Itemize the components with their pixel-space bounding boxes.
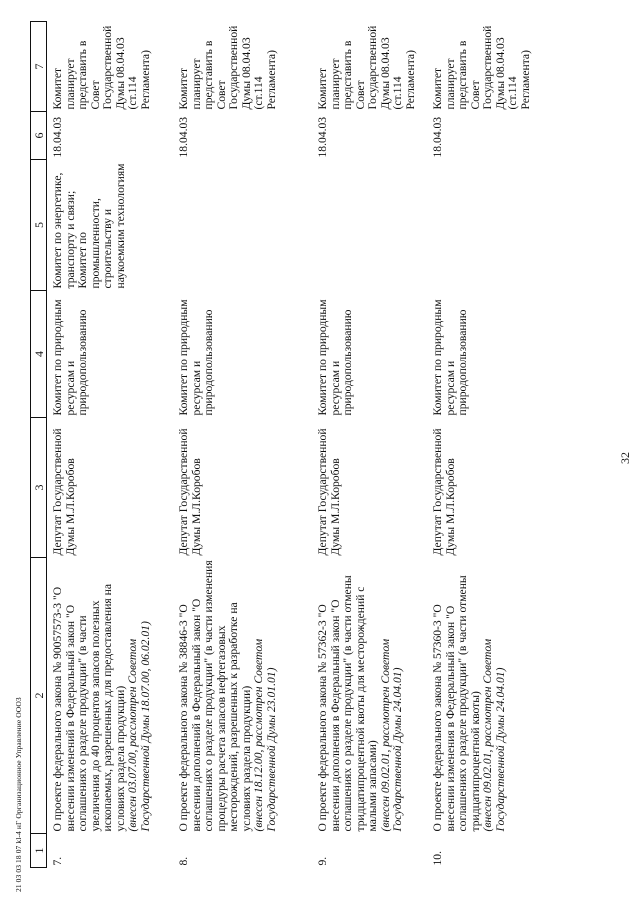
bill-description [314, 558, 429, 834]
initiator: Депутат Государственной Думы М.Л.Коробов [431, 428, 457, 556]
bill-note: (внесен 03.07.00, рассмотрен Советом Государственной Думы 18.07.00, 06.02.01) [126, 621, 152, 832]
bill-description [47, 558, 176, 834]
column-header: 7 [31, 22, 47, 112]
co-committee: Комитет по энергетике, транспорту и связи; Комитет по промышленности, строительству и наукоемким технологиям [51, 163, 127, 289]
bill-text: "О внесении изменений в Федеральный закон "О соглашениях о разделе продукции" (в части увеличения до 40 процентов запасов полезных ископаемых, разрешенных для предоставления на условиях раздела продукции) [51, 584, 127, 832]
plan: Комитет планирует представить в Совет Государственной Думы 08.04.03 (ст.114 Регламента) [431, 25, 532, 110]
row-number: 8. [177, 856, 190, 866]
responsible-committee: Комитет по природным ресурсам и природопользованию [431, 299, 469, 416]
date: 18.04.03 [431, 116, 444, 158]
bill-note: (внесен 18.12.00, рассмотрен Советом Государственной Думы 23.01.01) [252, 638, 278, 832]
bill-title: О проекте федерального закона № 90057573-3 [51, 602, 64, 832]
co-committee [175, 160, 314, 291]
table-row [314, 22, 429, 868]
column-header: 3 [31, 418, 47, 558]
date: 18.04.03 [316, 116, 329, 158]
initiator: Депутат Государственной Думы М.Л.Коробов [316, 428, 342, 556]
bill-title: О проекте федерального закона № 57362-3 [316, 620, 329, 832]
bill-title: О проекте федерального закона № 57360-3 [431, 620, 444, 832]
bill-title: О проекте федерального закона № 38846-3 [177, 620, 190, 832]
co-committee [314, 160, 429, 291]
plan: Комитет планирует представить в Совет Государственной Думы 08.04.03 (ст.114 Регламента) [316, 25, 417, 110]
column-header: 6 [31, 112, 47, 160]
plan: Комитет планирует представить в Совет Государственной Думы 08.04.03 (ст.114 Регламента) [177, 25, 278, 110]
responsible-committee: Комитет по природным ресурсам и природопользованию [316, 299, 354, 416]
table-row [47, 22, 176, 868]
initiator: Депутат Государственной Думы М.Л.Коробов [177, 428, 203, 556]
row-number: 10. [431, 851, 444, 866]
table-row [429, 22, 542, 868]
plan: Комитет планирует представить в Совет Государственной Думы 08.04.03 (ст.114 Регламента) [51, 25, 152, 110]
row-number: 7. [51, 856, 64, 866]
bill-description [175, 558, 314, 834]
bill-description [429, 558, 542, 834]
bill-text: "О внесении дополнений в Федеральный закон "О соглашениях о разделе продукции" (в части изменения процедуры расчета запасов нефтегазовых месторождений, разрешенных к разработке на условиях раздела продукции) [177, 560, 253, 832]
responsible-committee: Комитет по природным ресурсам и природопользованию [51, 299, 89, 416]
column-header: 1 [31, 834, 47, 868]
date: 18.04.03 [177, 116, 190, 158]
initiator: Депутат Государственной Думы М.Л.Коробов [51, 428, 77, 556]
bills-table [30, 21, 542, 868]
column-header: 4 [31, 291, 47, 418]
co-committee [429, 160, 542, 291]
row-number: 9. [316, 856, 329, 866]
bill-text: "О внесении изменения в Федеральный закон "О соглашениях о разделе продукции" (в части отмены тридцатипроцентной квоты) [431, 575, 482, 832]
bill-note: (внесен 09.02.01, рассмотрен Советом Государственной Думы 24.04.01) [378, 638, 404, 832]
responsible-committee: Комитет по природным ресурсам и природопользованию [177, 299, 215, 416]
column-header: 2 [31, 558, 47, 834]
bill-note: (внесен 09.02.01, рассмотрен Советом Государственной Думы 24.04.01) [481, 638, 507, 832]
bill-text: "О внесении дополнения в Федеральный закон "О соглашениях о разделе продукции" (в части отмены тридцатипроцентной квоты для месторождений с малыми запасами) [316, 575, 379, 832]
fax-footer: 21 03 03 18 07 kl-4 нГ Организационное Управление ООО3 [14, 697, 23, 892]
header-row [31, 22, 47, 868]
column-header: 5 [31, 160, 47, 291]
page-number: 32 [618, 452, 632, 464]
table-row [175, 22, 314, 868]
date: 18.04.03 [51, 116, 64, 158]
